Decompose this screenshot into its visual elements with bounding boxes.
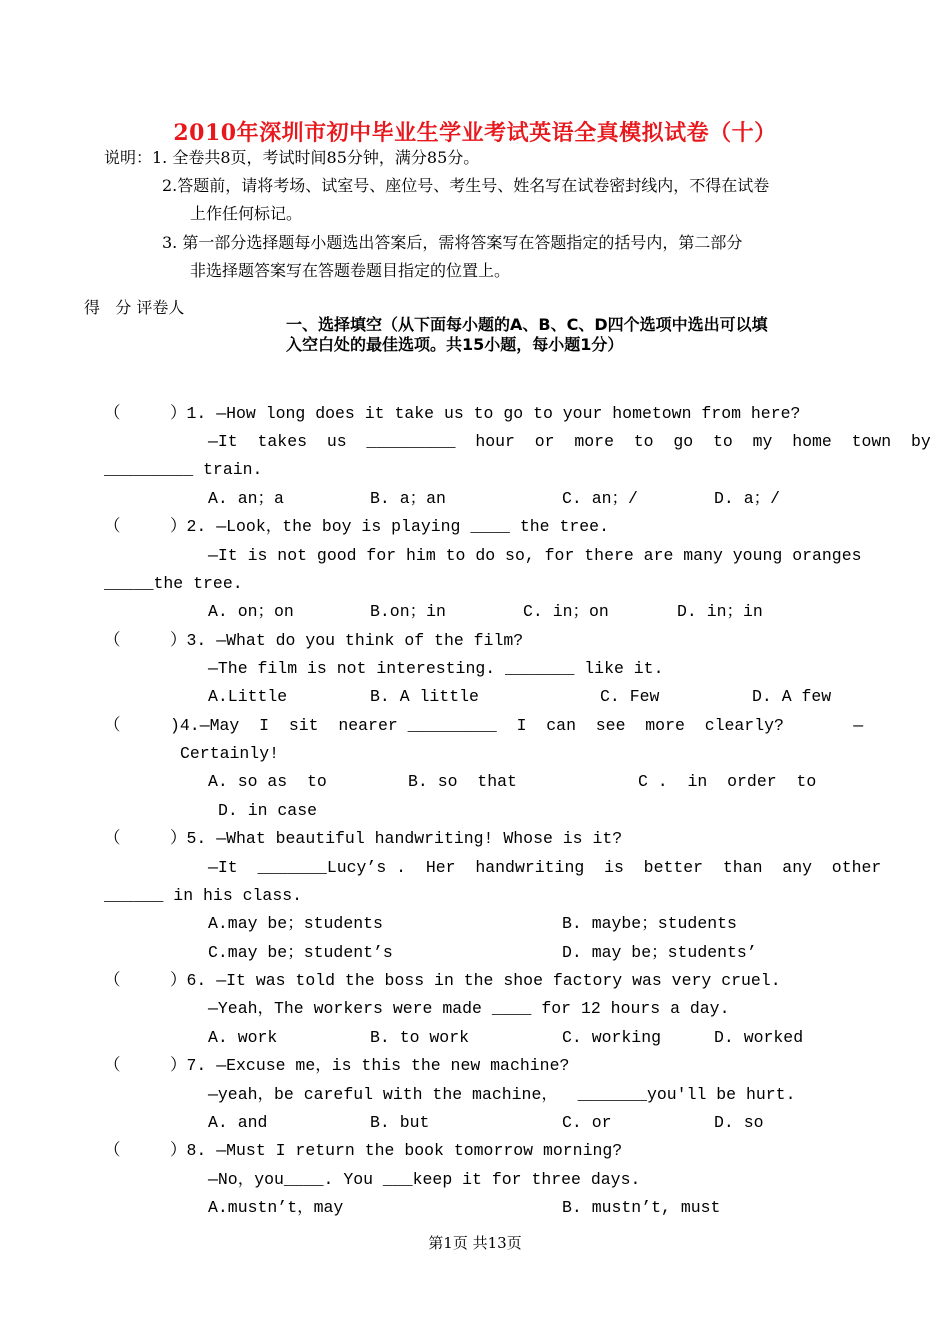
score-header: 得 分 评卷人: [84, 298, 185, 317]
instruction-line-5: 非选择题答案写在答题卷题目指定的位置上。: [190, 261, 511, 280]
question-2-option-c: C. in；on: [523, 602, 609, 621]
question-2-option-b: B.on；in: [370, 602, 446, 621]
question-6-stem: （ ）6. —It was told the boss in the shoe factory was very cruel.: [104, 971, 781, 990]
question-6-option-a: A. work: [208, 1028, 278, 1047]
question-1-line-2: —It takes us _________ hour or more to go to my home town by: [208, 432, 931, 451]
question-2-option-d: D. in；in: [677, 602, 763, 621]
question-4-line-2: Certainly!: [180, 744, 280, 763]
question-5-option-c: C.may be；student’s: [208, 943, 393, 962]
question-1-option-c: C. an；/: [562, 489, 638, 508]
question-7-option-b: B. but: [370, 1113, 430, 1132]
question-3-option-c: C. Few: [600, 687, 660, 706]
question-7-option-d: D. so: [714, 1113, 764, 1132]
question-3-stem: （ ）3. —What do you think of the film?: [104, 631, 524, 650]
question-6-option-b: B. to work: [370, 1028, 470, 1047]
question-2-line-3: _____the tree.: [104, 574, 243, 593]
question-1-option-a: A. an；a: [208, 489, 284, 508]
question-8-option-b: B. mustn’t, must: [562, 1198, 721, 1217]
question-2-option-a: A. on；on: [208, 602, 294, 621]
question-8-option-a: A.mustn’t，may: [208, 1198, 344, 1217]
question-5-stem: （ ）5. —What beautiful handwriting! Whose is it?: [104, 829, 623, 848]
instruction-line-4: 3. 第一部分选择题每小题选出答案后，需将答案写在答题指定的括号内，第二部分: [162, 233, 743, 252]
question-4-option-c: C . in order to: [638, 772, 817, 791]
question-5-line-3: ______ in his class.: [104, 886, 303, 905]
question-4-option-d: D. in case: [218, 801, 318, 820]
question-5-option-d: D. may be；students’: [562, 943, 757, 962]
question-7-line-2: —yeah，be careful with the machine， _______you'll be hurt.: [208, 1085, 796, 1104]
question-4-option-a: A. so as to: [208, 772, 327, 791]
question-6-option-d: D. worked: [714, 1028, 804, 1047]
question-5-line-2: —It _______Lucy’s . Her handwriting is better than any other: [208, 858, 882, 877]
question-7-stem: （ ）7. —Excuse me，is this the new machine?: [104, 1056, 570, 1075]
question-3-option-d: D. A few: [752, 687, 832, 706]
page-number-footer: 第1页 共13页: [428, 1234, 522, 1252]
instruction-line-1: 说明：1. 全卷共8页，考试时间85分钟，满分85分。: [104, 148, 480, 167]
question-4-option-b: B. so that: [408, 772, 517, 791]
question-7-option-c: C. or: [562, 1113, 612, 1132]
section-heading-line-1: 一、选择填空（从下面每小题的A、B、C、D四个选项中选出可以填: [286, 315, 768, 334]
question-7-option-a: A. and: [208, 1113, 268, 1132]
question-5-option-a: A.may be；students: [208, 914, 383, 933]
question-6-option-c: C. working: [562, 1028, 662, 1047]
question-8-stem: （ ）8. —Must I return the book tomorrow morning?: [104, 1141, 623, 1160]
section-heading-line-2: 入空白处的最佳选项。共15小题，每小题1分）: [286, 335, 624, 354]
question-6-line-2: —Yeah，The workers were made ____ for 12 hours a day.: [208, 999, 730, 1018]
question-3-option-a: A.Little: [208, 687, 288, 706]
question-2-line-2: —It is not good for him to do so, for there are many young oranges: [208, 546, 862, 565]
question-2-stem: （ ）2. —Look，the boy is playing ____ the tree.: [104, 517, 609, 536]
question-1-line-3: _________ train.: [104, 460, 263, 479]
question-3-line-2: —The film is not interesting. _______ like it.: [208, 659, 664, 678]
question-1-stem: （ ）1. —How long does it take us to go to your hometown from here?: [104, 404, 801, 423]
instruction-line-2: 2.答题前，请将考场、试室号、座位号、考生号、姓名写在试卷密封线内，不得在试卷: [162, 176, 770, 195]
question-4-stem: （ )4.—May I sit nearer _________ I can see more clearly? —: [104, 716, 864, 735]
question-3-option-b: B. A little: [370, 687, 479, 706]
question-8-line-2: —No，you____. You ___keep it for three days.: [208, 1170, 641, 1189]
instruction-line-3: 上作任何标记。: [190, 204, 303, 223]
question-1-option-b: B. a；an: [370, 489, 446, 508]
question-5-option-b: B. maybe；students: [562, 914, 737, 933]
exam-title: 2010年深圳市初中毕业生学业考试英语全真模拟试卷（十）: [173, 120, 777, 146]
question-1-option-d: D. a；/: [714, 489, 781, 508]
